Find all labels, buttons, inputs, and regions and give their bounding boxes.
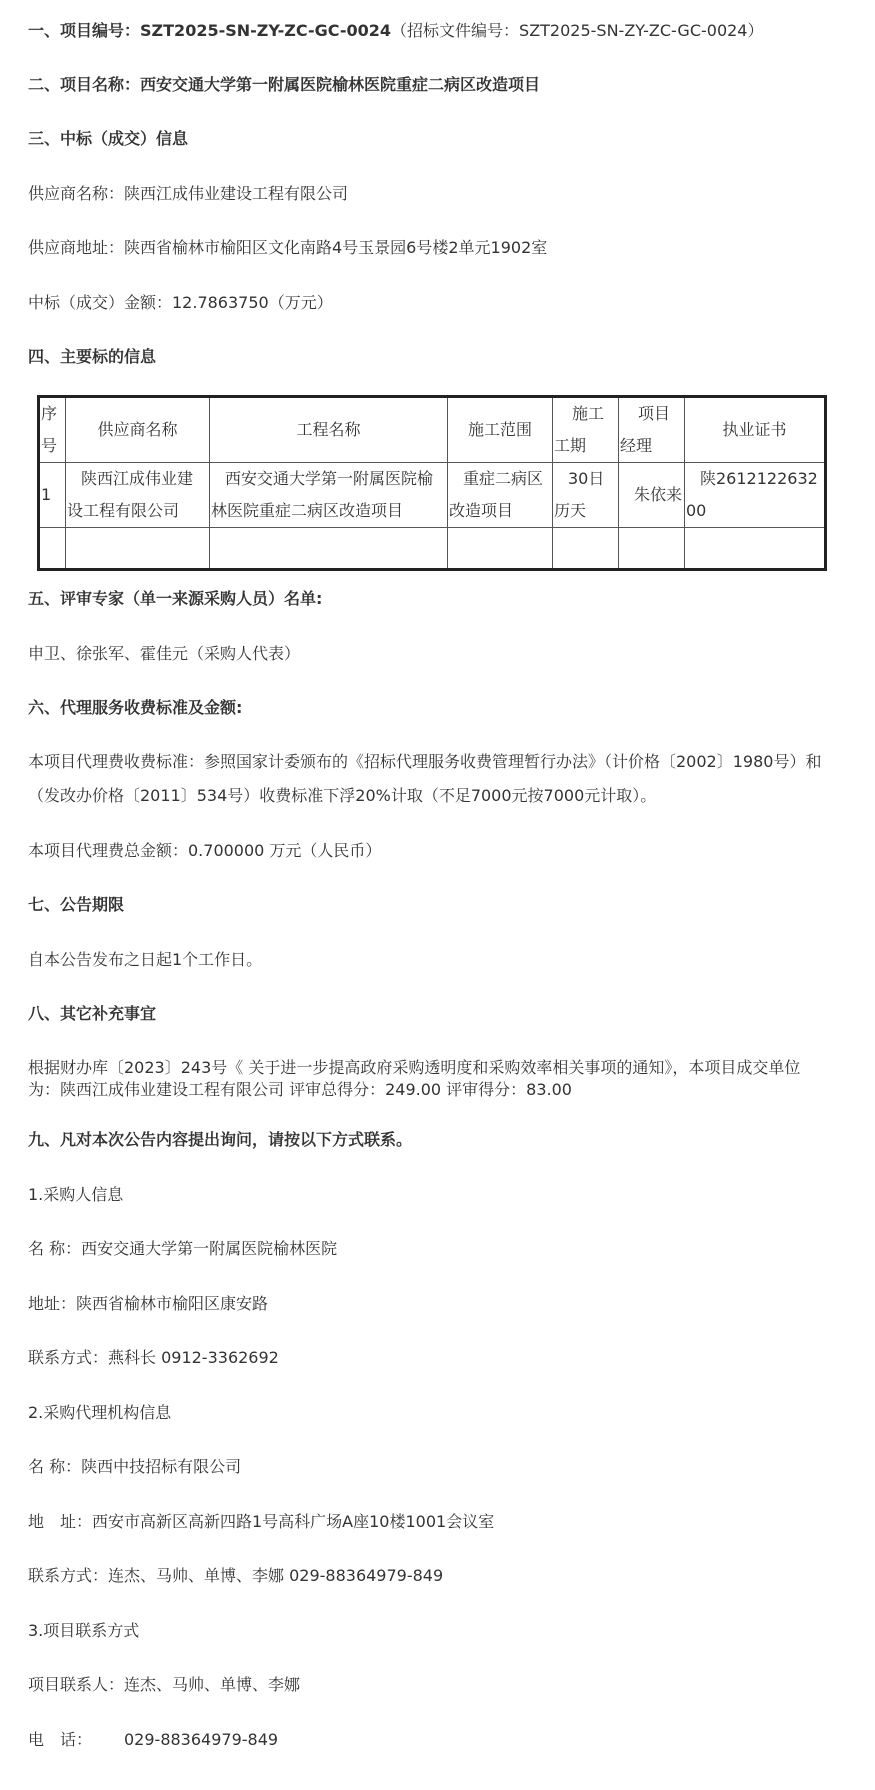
section-experts-heading: 五、评审专家（单一来源采购人员）名单: (28, 589, 323, 608)
award-amount: 中标（成交）金额：12.7863750（万元） (28, 293, 333, 312)
project-contact-phone-line (28, 1729, 278, 1751)
cell-empty (553, 528, 619, 570)
section-award-heading: 三、中标（成交）信息 (28, 129, 189, 148)
header-cell-index: 序号 (39, 397, 66, 463)
section-contact-heading: 九、凡对本次公告内容提出询问，请按以下方式联系。 (28, 1130, 413, 1149)
cell-empty (685, 528, 826, 570)
cell-empty (66, 528, 210, 570)
section-items-heading: 四、主要标的信息 (28, 347, 157, 366)
purchaser-address: 地址：陕西省榆林市榆阳区康安路 (28, 1294, 269, 1313)
cell-empty (210, 528, 448, 570)
cell-index: 1 (39, 463, 66, 528)
tender-doc-number-note: （招标文件编号：SZT2025-SN-ZY-ZC-GC-0024） (391, 21, 764, 40)
agency-name: 名 称：陕西中技招标有限公司 (28, 1457, 242, 1476)
cell-empty (619, 528, 685, 570)
experts-list: 申卫、徐张军、霍佳元（采购人代表） (28, 644, 301, 663)
header-cell-manager: 项目经理 (619, 397, 685, 463)
purchaser-contact: 联系方式：燕科长 0912-3362692 (28, 1348, 279, 1367)
phone-number: 029-88364979-849 (124, 1730, 279, 1749)
header-cell-certificate: 执业证书 (685, 397, 826, 463)
agency-title: 2.采购代理机构信息 (28, 1403, 172, 1422)
project-name-label: 二、项目名称： (28, 75, 141, 94)
purchaser-title: 1.采购人信息 (28, 1185, 124, 1204)
section-fee-heading: 六、代理服务收费标准及金额: (28, 698, 243, 717)
table-row (39, 463, 826, 528)
cell-duration: 30日历天 (553, 463, 619, 528)
agency-address: 地 址：西安市高新区高新四路1号高科广场A座10楼1001会议室 (28, 1512, 495, 1531)
fee-total: 本项目代理费总金额：0.700000 万元（人民币） (28, 841, 382, 860)
table-header-row (39, 397, 826, 463)
supplement-text: 根据财办库〔2023〕243号《 关于进一步提高政府采购透明度和采购效率相关事项的通知》，本项目成交单位为：陕西江成伟业建设工程有限公司 评审总得分：249.00 评审得分：83.00 (28, 1058, 801, 1099)
cell-empty (448, 528, 553, 570)
cell-project: 西安交通大学第一附属医院榆林医院重症二病区改造项目 (210, 463, 448, 528)
cell-manager: 朱依来 (619, 463, 685, 528)
supplier-name: 供应商名称：陕西江成伟业建设工程有限公司 (28, 184, 349, 203)
fee-standard: 本项目代理费收费标准：参照国家计委颁布的《招标代理服务收费管理暂行办法》（计价格〔2002〕1980号）和（发改办价格〔2011〕534号）收费标准下浮20%计取（不足7000元按7000元计取）。 (28, 752, 822, 805)
project-contact-person: 项目联系人：连杰、马帅、单博、李娜 (28, 1675, 301, 1694)
project-contact-title: 3.项目联系方式 (28, 1621, 140, 1640)
cell-scope: 重症二病区改造项目 (448, 463, 553, 528)
purchaser-name: 名 称：西安交通大学第一附属医院榆林医院 (28, 1239, 338, 1258)
project-name-line (28, 74, 540, 96)
main-items-table (37, 395, 827, 571)
section-supplement-heading: 八、其它补充事宜 (28, 1004, 157, 1023)
cell-certificate: 陕261212263200 (685, 463, 826, 528)
header-cell-duration: 施工工期 (553, 397, 619, 463)
header-cell-supplier: 供应商名称 (66, 397, 210, 463)
project-number-code: SZT2025-SN-ZY-ZC-GC-0024 (140, 21, 392, 40)
agency-contact: 联系方式：连杰、马帅、单博、李娜 029-88364979-849 (28, 1566, 444, 1585)
header-cell-project: 工程名称 (210, 397, 448, 463)
supplier-address: 供应商地址：陕西省榆林市榆阳区文化南路4号玉景园6号楼2单元1902室 (28, 238, 548, 257)
project-number-line (28, 20, 763, 42)
period-text: 自本公告发布之日起1个工作日。 (28, 950, 263, 969)
phone-label: 电 话： (28, 1730, 93, 1749)
project-name-value: 西安交通大学第一附属医院榆林医院重症二病区改造项目 (140, 75, 541, 94)
cell-supplier: 陕西江成伟业建设工程有限公司 (66, 463, 210, 528)
section-period-heading: 七、公告期限 (28, 895, 125, 914)
cell-empty (39, 528, 66, 570)
project-number-label: 一、项目编号： (28, 21, 141, 40)
header-cell-scope: 施工范围 (448, 397, 553, 463)
table-row-empty (39, 528, 826, 570)
